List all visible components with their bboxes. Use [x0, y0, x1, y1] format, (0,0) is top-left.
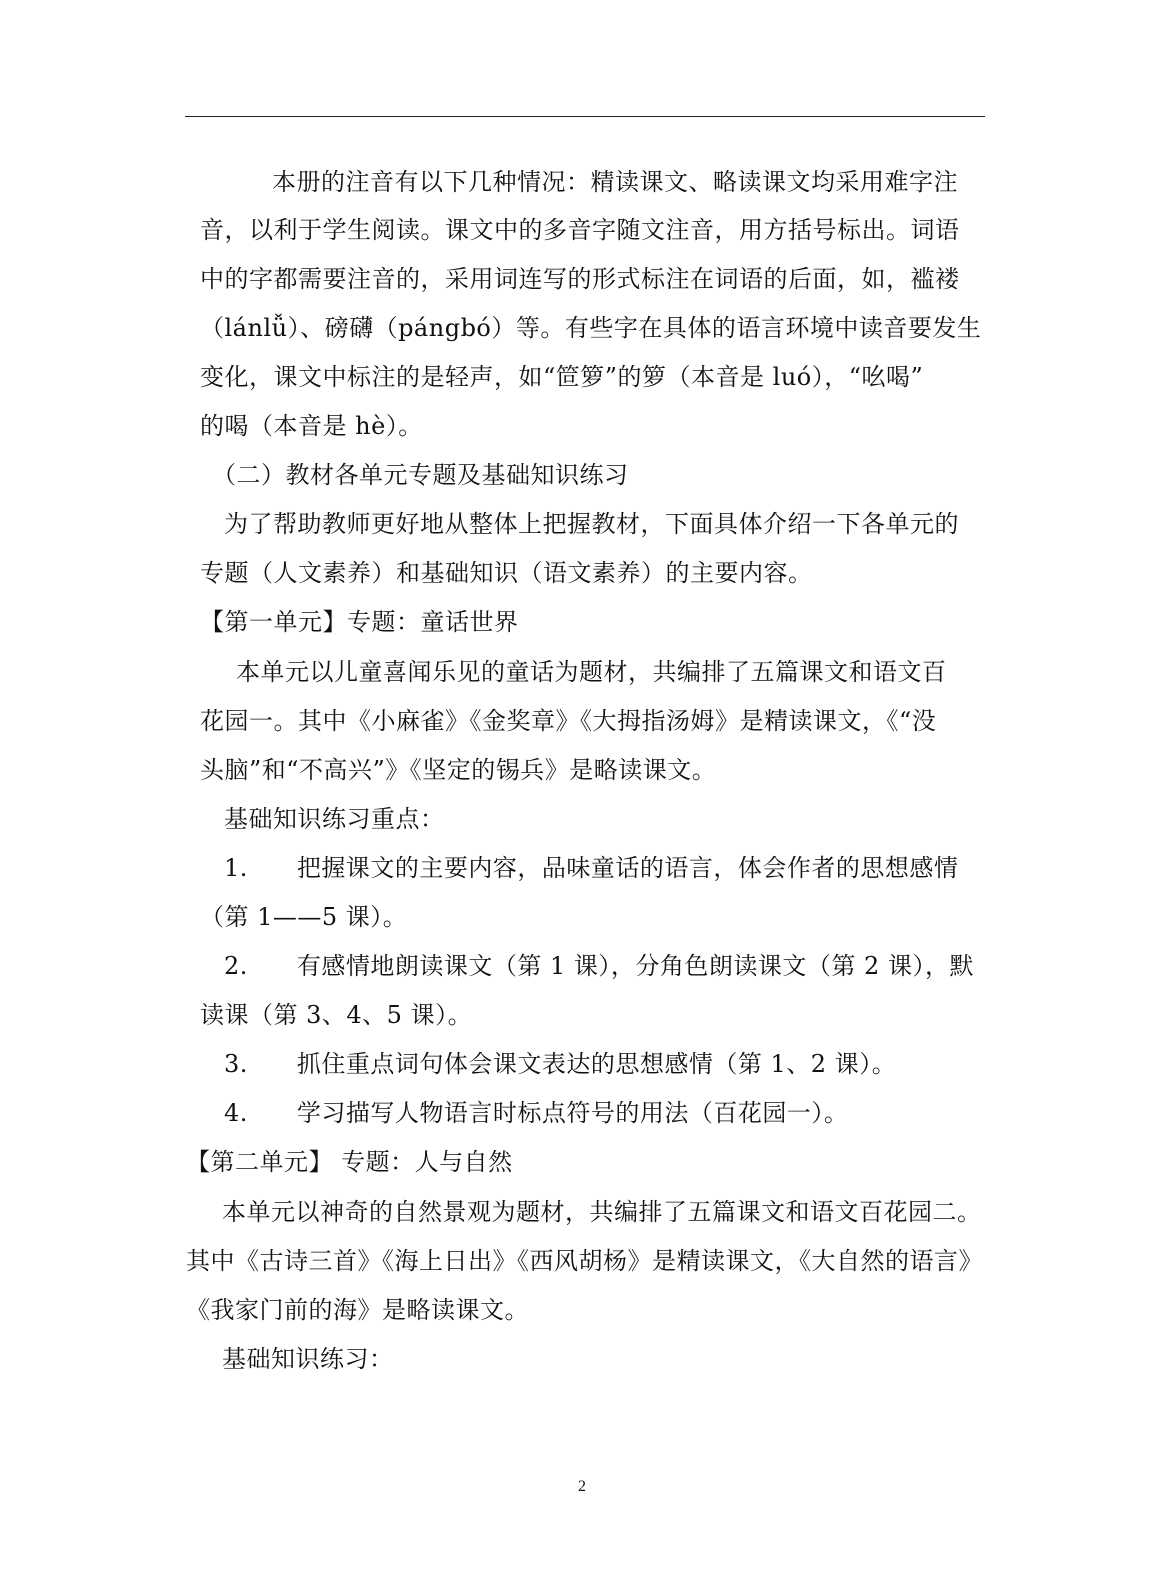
- text-line: 本单元以神奇的自然景观为题材，共编排了五篇课文和语文百花园二。: [222, 1198, 982, 1226]
- text-line: 基础知识练习重点：: [224, 805, 445, 833]
- text-line: 花园一。其中《小麻雀》《金奖章》《大拇指汤姆》是精读课文，《“没: [200, 707, 937, 735]
- list-item: 2. 有感情地朗读课文（第 1 课），分角色朗读课文（第 2 课），默: [224, 952, 974, 980]
- text-line: 其中《古诗三首》《海上日出》《西风胡杨》是精读课文，《大自然的语言》: [186, 1247, 983, 1275]
- text-line: 头脑”和“不高兴”》《坚定的锡兵》是略读课文。: [200, 756, 717, 784]
- unit-heading: 【第一单元】专题：童话世界: [200, 608, 519, 636]
- text-line: 基础知识练习：: [222, 1345, 394, 1373]
- section-heading: （二）教材各单元专题及基础知识练习: [212, 461, 629, 489]
- text-line: 本单元以儿童喜闻乐见的童话为题材，共编排了五篇课文和语文百: [236, 658, 947, 686]
- text-line: 专题（人文素养）和基础知识（语文素养）的主要内容。: [200, 559, 813, 587]
- text-line: 的喝（本音是 hè）。: [200, 412, 423, 440]
- text-line: 音，以利于学生阅读。课文中的多音字随文注音，用方括号标出。词语: [200, 216, 960, 244]
- text-line: 读课（第 3、4、5 课）。: [200, 1001, 473, 1029]
- text-line: 中的字都需要注音的，采用词连写的形式标注在词语的后面，如，褴褛: [200, 265, 960, 293]
- list-item: 4. 学习描写人物语言时标点符号的用法（百花园一）。: [224, 1099, 849, 1127]
- text-line: 本册的注音有以下几种情况：精读课文、略读课文均采用难字注: [272, 168, 958, 196]
- text-line: 《我家门前的海》是略读课文。: [186, 1296, 529, 1324]
- list-item: 3. 抓住重点词句体会课文表达的思想感情（第 1、2 课）。: [224, 1050, 897, 1078]
- text-line: 为了帮助教师更好地从整体上把握教材，下面具体介绍一下各单元的: [224, 510, 959, 538]
- page-number: 2: [578, 1478, 586, 1495]
- unit-heading: 【第二单元】 专题：人与自然: [186, 1148, 513, 1176]
- text-line: （lánlǚ）、磅礴（pángbó）等。有些字在具体的语言环境中读音要发生: [200, 314, 982, 342]
- list-item: 1. 把握课文的主要内容，品味童话的语言，体会作者的思想感情: [224, 854, 959, 882]
- text-line: （第 1——5 课）。: [200, 903, 408, 931]
- text-line: 变化，课文中标注的是轻声，如“笸箩”的箩（本音是 luó），“吆喝”: [200, 363, 924, 391]
- header-rule: [185, 116, 985, 117]
